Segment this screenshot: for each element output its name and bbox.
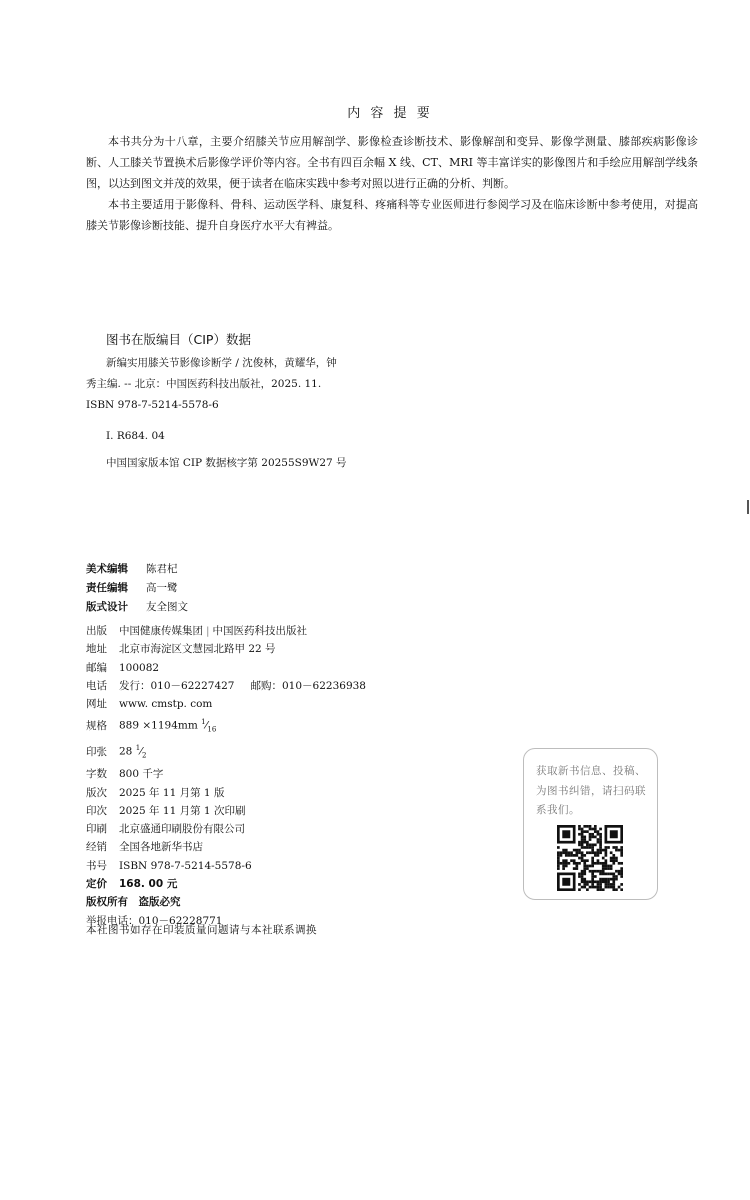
publisher-row xyxy=(86,622,366,640)
address-label: 地址 xyxy=(86,643,107,656)
phone-mail: 邮购：010－62236938 xyxy=(250,679,366,692)
printer-label: 印刷 xyxy=(86,823,107,836)
staff-row xyxy=(86,579,188,598)
publisher-label: 出版 xyxy=(86,625,107,637)
sheets-label: 印张 xyxy=(86,745,107,758)
publisher-separator: | xyxy=(206,625,210,637)
cip-line: 新编实用膝关节影像诊断学 / 沈俊林，黄耀华，钟 xyxy=(106,357,337,369)
format-denominator: 16 xyxy=(207,726,217,735)
printing-value: 2025 年 11 月第 1 次印刷 xyxy=(119,804,246,817)
staff-value: 陈君杞 xyxy=(146,563,178,575)
words-label: 字数 xyxy=(86,768,107,781)
format-label: 规格 xyxy=(86,719,107,732)
format-value: 889 ×1194mm xyxy=(119,719,198,732)
staff-value: 友全图文 xyxy=(146,601,188,613)
printer-row xyxy=(86,820,366,838)
address-row xyxy=(86,640,366,658)
sheets-row: 印张 28 $^1⁄_2$ xyxy=(86,744,147,760)
isbn-value: ISBN 978-7-5214-5578-6 xyxy=(119,859,252,872)
postcode-row xyxy=(86,659,366,677)
website-row xyxy=(86,695,366,713)
distributor-label: 经销 xyxy=(86,841,107,854)
summary-paragraph-2: 本书主要适用于影像科、骨科、运动医学科、康复科、疼痛科等专业医师进行参阅学习及在临床诊断中参考使用，对提高膝关节影像诊断技能、提升自身医疗水平大有裨益。 xyxy=(86,198,698,232)
edition-row xyxy=(86,784,366,802)
publication-info xyxy=(86,622,366,930)
staff-credits xyxy=(86,560,188,617)
staff-label: 版式设计 xyxy=(86,601,128,613)
isbn-label: 书号 xyxy=(86,859,107,872)
publisher-group: 中国健康传媒集团 xyxy=(119,625,203,637)
website-label: 网址 xyxy=(86,698,107,711)
staff-row xyxy=(86,598,188,617)
publisher-name: 中国医药科技出版社 xyxy=(212,625,308,637)
sheets-whole: 28 xyxy=(119,745,133,758)
staff-label: 责任编辑 xyxy=(86,582,128,594)
report-phone: 举报电话：010－62228771 xyxy=(86,914,223,927)
postcode-label: 邮编 xyxy=(86,661,107,674)
format-numerator: 1 xyxy=(201,718,206,727)
cip-block xyxy=(86,353,356,474)
postcode-value: 100082 xyxy=(119,661,160,674)
address-value: 北京市海淀区文慧园北路甲 22 号 xyxy=(119,643,276,656)
isbn-row xyxy=(86,857,366,875)
website-value: www. cmstp. com xyxy=(119,698,213,711)
staff-row xyxy=(86,560,188,579)
copyright-notice: 版权所有 盗版必究 xyxy=(86,896,181,909)
page-edge-mark xyxy=(747,500,749,514)
staff-label: 美术编辑 xyxy=(86,563,128,575)
price-value: 168. 00 元 xyxy=(119,878,178,891)
footer-note: 本社图书如存在印装质量问题请与本社联系调换 xyxy=(86,924,317,936)
format-row: 规格 889 ×1194mm $^1⁄_{16}$ xyxy=(86,718,217,735)
edition-value: 2025 年 11 月第 1 版 xyxy=(119,786,225,799)
printing-label: 印次 xyxy=(86,804,107,817)
staff-value: 高一鹭 xyxy=(146,582,178,594)
distributor-row xyxy=(86,838,366,856)
qr-card xyxy=(523,748,658,900)
price-label: 定价 xyxy=(86,878,107,891)
sheets-denominator: 2 xyxy=(141,751,147,760)
cip-heading: 图书在版编目（CIP）数据 xyxy=(106,332,251,347)
phone-sales: 发行：010－62227427 xyxy=(119,679,235,692)
edition-label: 版次 xyxy=(86,786,107,799)
phone-row xyxy=(86,677,366,695)
summary-paragraph-1: 本书共分为十八章，主要介绍膝关节应用解剖学、影像检查诊断技术、影像解剖和变异、影像学测量、膝部疾病影像诊断、人工膝关节置换术后影像学评价等内容。全书有四百余幅 X 线、CT、MRI 等丰富详实的影像图片和手绘应用解剖学线条图，以达到图文并茂的效果，便于读者在临床实践中参考对照以进行正确的分析、判断。 xyxy=(86,135,698,190)
summary-title: 内 容 提 要 xyxy=(347,106,433,121)
cip-record-number: 中国国家版本馆 CIP 数据核字第 20255S9W27 号 xyxy=(106,457,347,469)
words-value: 800 千字 xyxy=(119,768,164,781)
words-row xyxy=(86,765,366,783)
qr-card-text: 获取新书信息、投稿、为图书纠错，请扫码联系我们。 xyxy=(536,765,646,816)
price-row xyxy=(86,875,366,893)
sheets-numerator: 1 xyxy=(135,744,141,753)
cip-line: 秀主编. -- 北京：中国医药科技出版社，2025. 11. xyxy=(86,378,322,390)
cip-isbn: ISBN 978-7-5214-5578-6 xyxy=(86,399,219,411)
printer-value: 北京盛通印刷股份有限公司 xyxy=(119,823,245,836)
qr-code-icon[interactable] xyxy=(557,825,623,891)
cip-classification: Ⅰ. R684. 04 xyxy=(106,430,165,442)
phone-label: 电话 xyxy=(86,679,107,692)
distributor-value: 全国各地新华书店 xyxy=(119,841,203,854)
printing-row xyxy=(86,802,366,820)
